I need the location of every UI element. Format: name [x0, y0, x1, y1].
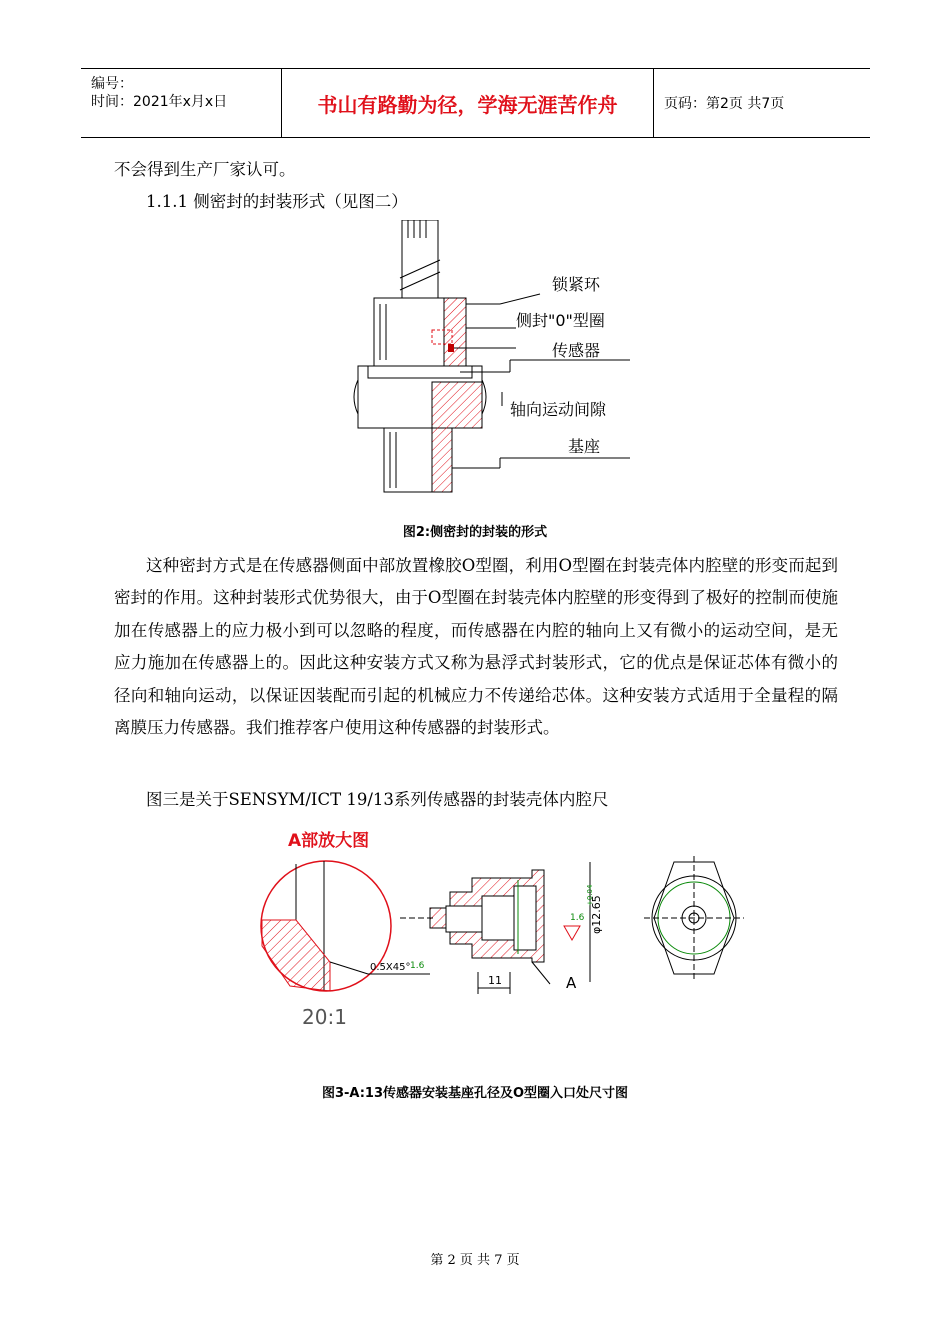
fig2-label-axial-gap: 轴向运动间隙: [510, 400, 607, 419]
roughness-2: 1.6: [570, 913, 585, 923]
figure-2-drawing: [340, 220, 640, 502]
intro-line: 不会得到生产厂家认可。: [114, 160, 296, 179]
header-info-cell: [81, 69, 282, 137]
fig2-label-lock-ring: 锁紧环: [552, 275, 601, 294]
chamfer-label: 0.5X45°: [370, 962, 411, 973]
scale-label: 20:1: [302, 1005, 347, 1029]
header-motto: 书山有路勤为径，学海无涯苦作舟: [282, 69, 654, 137]
fig2-label-o-ring: 侧封"0"型圈: [516, 311, 605, 330]
page-footer: 第 2 页 共 7 页: [430, 1253, 520, 1268]
paragraph-2: 图三是关于SENSYM/ICT 19/13系列传感器的封装壳体内腔尺: [146, 790, 609, 809]
time-label: 时间：2021年x月x日: [91, 94, 228, 110]
diameter-label: φ12.65: [590, 895, 603, 934]
figure-3-caption: 图3-A:13传感器安装基座孔径及O型圈入口处尺寸图: [321, 1086, 629, 1101]
detail-title: A部放大图: [288, 831, 370, 851]
fig2-label-sensor: 传感器: [552, 341, 601, 360]
header-page-label: 页码：第2页 共7页: [664, 96, 785, 112]
page-header: [81, 68, 870, 138]
figure-2-caption: 图2:侧密封的封装的形式: [402, 525, 548, 540]
section-heading: 1.1.1 侧密封的封装形式（见图二）: [146, 192, 408, 211]
tolerance-label: +0.04: [586, 884, 594, 906]
length-label: 11: [488, 974, 502, 987]
figure-3-drawing: [250, 822, 760, 1032]
number-label: 编号：: [91, 76, 133, 92]
main-paragraph: [114, 550, 838, 744]
section-mark: A: [566, 974, 577, 992]
roughness-1: 1.6: [410, 961, 425, 971]
fig2-label-base: 基座: [568, 437, 601, 456]
main-paragraph-text: 这种密封方式是在传感器侧面中部放置橡胶O型圈，利用O型圈在封装壳体内腔壁的形变而起到密封的作用。这种封装形式优势很大，由于O型圈在封装壳体内腔壁的形变得到了极好的控制而使施加在传感器上的应力极小到可以忽略的程度，而传感器在内腔的轴向上又有微小的运动空间，是无应力施加在传感器上的。因此这种安装方式又称为悬浮式封装形式，它的优点是保证芯体有微小的径向和轴向运动，以保证因装配而引起的机械应力不传递给芯体。这种安装方式适用于全量程的隔离膜压力传感器。我们推荐客户使用这种传感器的封装形式。: [114, 556, 838, 738]
